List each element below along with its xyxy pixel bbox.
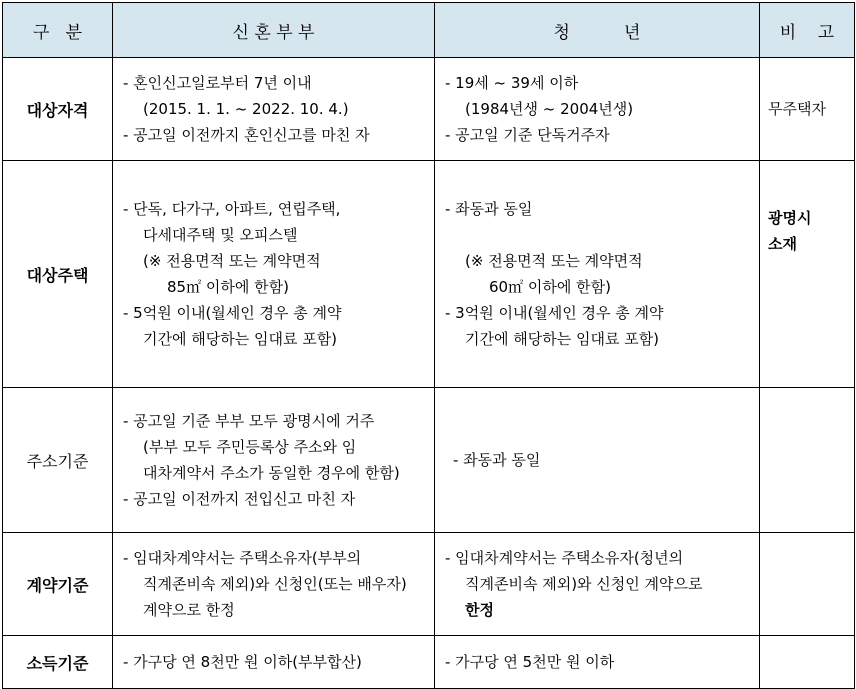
list-item: 기간에 해당하는 임대료 포함) bbox=[465, 330, 660, 348]
note-text: 광명시 bbox=[768, 209, 812, 227]
eligibility-table bbox=[2, 2, 855, 689]
list-item: - 임대차계약서는 주택소유자(부부의 bbox=[123, 549, 362, 567]
youth-cell bbox=[435, 636, 760, 689]
list-item: (※ 전용면적 또는 계약면적 bbox=[465, 252, 643, 270]
list-item: - 좌동과 동일 bbox=[453, 451, 541, 469]
youth-cell bbox=[435, 388, 760, 533]
header-note bbox=[760, 3, 855, 58]
list-item: - 5억원 이내(월세인 경우 총 계약 bbox=[123, 304, 342, 322]
note-cell bbox=[760, 533, 855, 636]
header-youth bbox=[435, 3, 760, 58]
header-newlywed bbox=[113, 3, 435, 58]
table-row bbox=[3, 636, 855, 689]
table-row bbox=[3, 161, 855, 388]
list-item: 한정 bbox=[465, 601, 494, 619]
list-item: - 공고일 이전까지 전입신고 마친 자 bbox=[123, 490, 356, 508]
youth-cell bbox=[435, 58, 760, 161]
list-item: - 혼인신고일로부터 7년 이내 bbox=[123, 74, 312, 92]
list-item: (2015. 1. 1. ~ 2022. 10. 4.) bbox=[143, 100, 349, 118]
list-item: - 좌동과 동일 bbox=[445, 200, 533, 218]
table-row bbox=[3, 388, 855, 533]
list-item: 다세대주택 및 오피스텔 bbox=[143, 226, 298, 244]
header-youth-label: 청 년 bbox=[553, 22, 641, 43]
newlywed-cell bbox=[113, 533, 435, 636]
youth-cell bbox=[435, 533, 760, 636]
list-item: - 임대차계약서는 주택소유자(청년의 bbox=[445, 549, 684, 567]
list-item: - 19세 ~ 39세 이하 bbox=[445, 74, 579, 92]
row-category: 대상자격 bbox=[3, 58, 113, 161]
list-item: (부부 모두 주민등록상 주소와 임 bbox=[143, 438, 357, 456]
list-item: - 3억원 이내(월세인 경우 총 계약 bbox=[445, 304, 664, 322]
list-item: - 가구당 연 5천만 원 이하 bbox=[445, 653, 615, 671]
newlywed-cell bbox=[113, 388, 435, 533]
note-text: 무주택자 bbox=[768, 100, 826, 118]
row-category: 계약기준 bbox=[3, 533, 113, 636]
list-item: 대차계약서 주소가 동일한 경우에 한함) bbox=[143, 464, 400, 482]
row-category: 소득기준 bbox=[3, 636, 113, 689]
note-cell bbox=[760, 636, 855, 689]
list-item: 직계존비속 제외)와 신청인 계약으로 bbox=[465, 575, 703, 593]
header-newlywed-label: 신 혼 부 부 bbox=[232, 22, 315, 43]
note-cell bbox=[760, 161, 855, 388]
row-category: 주소기준 bbox=[3, 388, 113, 533]
note-cell bbox=[760, 58, 855, 161]
note-cell bbox=[760, 388, 855, 533]
list-item: - 가구당 연 8천만 원 이하(부부합산) bbox=[123, 653, 362, 671]
list-item: 60㎡ 이하에 한함) bbox=[489, 278, 611, 296]
header-category bbox=[3, 3, 113, 58]
list-item: 기간에 해당하는 임대료 포함) bbox=[143, 330, 338, 348]
newlywed-cell bbox=[113, 58, 435, 161]
list-item: - 공고일 기준 단독거주자 bbox=[445, 126, 610, 144]
header-category-label: 구 분 bbox=[32, 22, 83, 43]
note-text: 소재 bbox=[768, 235, 797, 253]
table-row bbox=[3, 533, 855, 636]
newlywed-cell bbox=[113, 161, 435, 388]
list-item: - 공고일 이전까지 혼인신고를 마친 자 bbox=[123, 126, 370, 144]
table-row bbox=[3, 58, 855, 161]
header-note-label: 비 고 bbox=[779, 22, 835, 43]
list-item: 직계존비속 제외)와 신청인(또는 배우자) bbox=[143, 575, 407, 593]
list-item: (※ 전용면적 또는 계약면적 bbox=[143, 252, 321, 270]
newlywed-cell bbox=[113, 636, 435, 689]
list-item bbox=[445, 222, 751, 248]
list-item: 계약으로 한정 bbox=[143, 601, 235, 619]
header-row bbox=[3, 3, 855, 58]
row-category: 대상주택 bbox=[3, 161, 113, 388]
list-item: - 단독, 다가구, 아파트, 연립주택, bbox=[123, 200, 341, 218]
list-item: - 공고일 기준 부부 모두 광명시에 거주 bbox=[123, 412, 375, 430]
youth-cell bbox=[435, 161, 760, 388]
list-item: (1984년생 ~ 2004년생) bbox=[465, 100, 634, 118]
list-item: 85㎡ 이하에 한함) bbox=[167, 278, 289, 296]
